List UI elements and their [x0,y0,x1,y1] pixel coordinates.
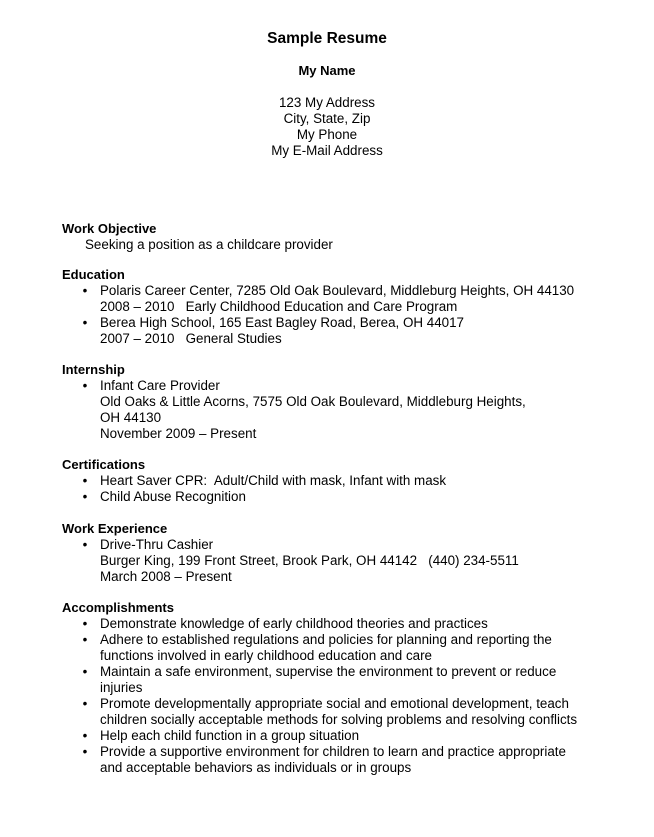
bullet-icon: • [82,616,88,631]
item-line: Provide a supportive environment for children to learn and practice appropriate [100,744,566,759]
list-item [62,728,622,744]
item-line: and acceptable behaviors as individuals or in groups [100,760,412,775]
email-line: My E-Mail Address [271,143,383,158]
applicant-name: My Name [298,63,356,78]
bullet-icon: • [82,537,88,552]
section-heading: Education [62,267,125,282]
bullet-icon: • [82,315,88,330]
bullet-icon: • [82,664,88,679]
section-heading: Work Experience [62,521,168,536]
list-item [62,616,622,632]
list-item [62,664,622,696]
item-line: 2007 – 2010 General Studies [100,331,282,346]
item-line: functions involved in early childhood education and care [100,648,433,663]
section-work-experience [62,521,622,585]
list-item [62,283,622,315]
item-line: November 2009 – Present [100,426,257,441]
section-heading: Work Objective [62,221,157,236]
item-line: Promote developmentally appropriate social and emotional development, teach [100,696,569,711]
education-list [62,283,622,347]
document-title: Sample Resume [267,30,387,47]
phone-line: My Phone [296,127,358,142]
section-heading: Accomplishments [62,600,174,615]
section-heading: Internship [62,362,125,377]
list-item [62,315,622,347]
internship-list [62,378,622,442]
list-item [62,473,622,489]
contact-block [0,95,654,159]
item-line: 2008 – 2010 Early Childhood Education and Care Program [100,299,458,314]
section-heading: Certifications [62,457,146,472]
bullet-icon: • [82,632,88,647]
item-line: Polaris Career Center, 7285 Old Oak Boulevard, Middleburg Heights, OH 44130 [100,283,575,298]
bullet-icon: • [82,283,88,298]
objective-text: Seeking a position as a childcare provider [85,237,333,252]
item-line: injuries [100,680,143,695]
item-line: Maintain a safe environment, supervise the environment to prevent or reduce [100,664,557,679]
item-line: Old Oaks & Little Acorns, 7575 Old Oak Boulevard, Middleburg Heights, [100,394,526,409]
section-certifications [62,457,622,505]
list-item [62,378,622,442]
list-item [62,632,622,664]
list-item [62,744,622,776]
item-line: Child Abuse Recognition [100,489,246,504]
item-line: Burger King, 199 Front Street, Brook Park, OH 44142 (440) 234-5511 [100,553,519,568]
item-line: March 2008 – Present [100,569,232,584]
list-item [62,489,622,505]
item-line: OH 44130 [100,410,162,425]
bullet-icon: • [82,696,88,711]
bullet-icon: • [82,378,88,393]
city-state-zip-line: City, State, Zip [283,111,371,126]
list-item [62,537,622,585]
work-experience-list [62,537,622,585]
item-line: Drive-Thru Cashier [100,537,214,552]
section-internship [62,362,622,442]
item-line: Adhere to established regulations and policies for planning and reporting the [100,632,552,647]
section-accomplishments [62,600,622,776]
item-line: Berea High School, 165 East Bagley Road, Berea, OH 44017 [100,315,465,330]
address-line: 123 My Address [278,95,376,110]
bullet-icon: • [82,489,88,504]
section-education [62,267,622,347]
item-line: Heart Saver CPR: Adult/Child with mask, Infant with mask [100,473,447,488]
item-line: children socially acceptable methods for solving problems and resolving conflicts [100,712,578,727]
item-line: Help each child function in a group situation [100,728,360,743]
bullet-icon: • [82,473,88,488]
section-work-objective [62,221,622,253]
list-item [62,696,622,728]
bullet-icon: • [82,744,88,759]
accomplishments-list [62,616,622,776]
bullet-icon: • [82,728,88,743]
item-line: Demonstrate knowledge of early childhood theories and practices [100,616,488,631]
certifications-list [62,473,622,505]
item-line: Infant Care Provider [100,378,220,393]
